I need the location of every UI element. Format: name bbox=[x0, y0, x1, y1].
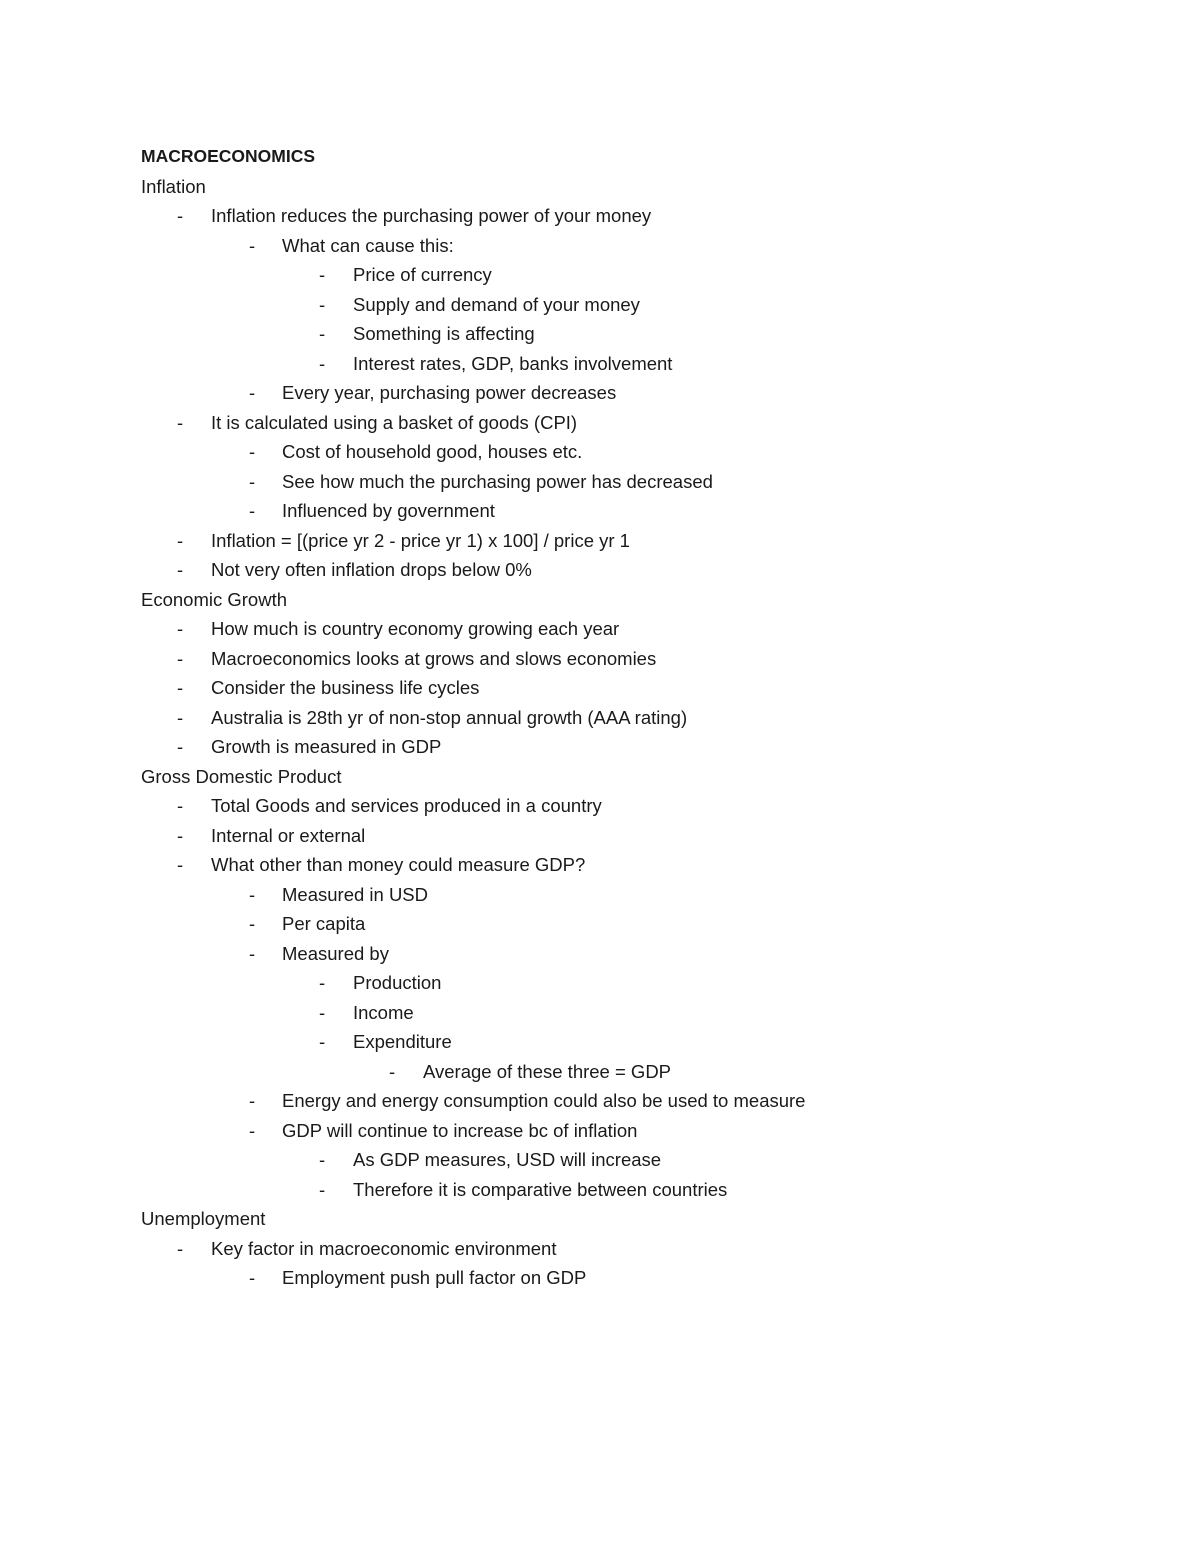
bullet-dash-icon: - bbox=[249, 1090, 256, 1111]
bullet-dash-icon: - bbox=[177, 559, 184, 580]
bullet-item-level-3 bbox=[141, 968, 1141, 998]
bullet-dash-icon: - bbox=[177, 854, 184, 875]
bullet-text: Measured in USD bbox=[282, 883, 429, 905]
bullet-dash-icon: - bbox=[319, 1149, 326, 1170]
bullet-dash-icon: - bbox=[319, 1031, 326, 1052]
bullet-dash-icon: - bbox=[177, 205, 184, 226]
bullet-dash-icon: - bbox=[319, 323, 326, 344]
bullet-item-level-3 bbox=[141, 1145, 1141, 1175]
bullet-item-level-3 bbox=[141, 1175, 1141, 1205]
bullet-dash-icon: - bbox=[319, 264, 326, 285]
bullet-item-level-1 bbox=[141, 821, 1141, 851]
bullet-dash-icon: - bbox=[249, 234, 256, 256]
bullet-item-level-1 bbox=[141, 703, 1141, 733]
bullet-dash-icon: - bbox=[177, 529, 184, 551]
section-heading: Gross Domestic Product bbox=[141, 765, 342, 787]
bullet-text: Measured by bbox=[282, 942, 389, 964]
bullet-dash-icon: - bbox=[177, 618, 184, 639]
document-body bbox=[141, 142, 1141, 1293]
bullet-dash-icon: - bbox=[319, 352, 326, 374]
bullet-item-level-2 bbox=[141, 467, 1141, 497]
bullet-text: As GDP measures, USD will increase bbox=[353, 1149, 662, 1170]
bullet-dash-icon: - bbox=[177, 795, 184, 816]
bullet-item-level-1 bbox=[141, 644, 1141, 674]
bullet-item-level-3 bbox=[141, 260, 1141, 290]
bullet-text: Energy and energy consumption could also be used to measure bbox=[282, 1090, 806, 1111]
bullet-item-level-2 bbox=[141, 1116, 1141, 1146]
bullet-dash-icon: - bbox=[319, 972, 326, 993]
bullet-text: Australia is 28th yr of non-stop annual growth (AAA rating) bbox=[211, 706, 688, 728]
bullet-text: Inflation reduces the purchasing power of your money bbox=[211, 205, 652, 226]
bullet-dash-icon: - bbox=[319, 1001, 326, 1023]
bullet-item-level-2 bbox=[141, 496, 1141, 526]
document-title: MACROECONOMICS bbox=[141, 146, 316, 166]
bullet-text: Every year, purchasing power decreases bbox=[282, 382, 617, 403]
bullet-text: Expenditure bbox=[353, 1031, 452, 1052]
bullet-dash-icon: - bbox=[177, 1237, 184, 1259]
bullet-dash-icon: - bbox=[249, 441, 256, 462]
bullet-text: Key factor in macroeconomic environment bbox=[211, 1237, 557, 1259]
bullet-dash-icon: - bbox=[177, 706, 184, 728]
bullet-item-level-2 bbox=[141, 909, 1141, 939]
bullet-dash-icon: - bbox=[319, 1178, 326, 1200]
bullet-dash-icon: - bbox=[177, 677, 184, 698]
bullet-item-level-2 bbox=[141, 1263, 1141, 1293]
bullet-text: Therefore it is comparative between countries bbox=[353, 1178, 728, 1200]
bullet-dash-icon: - bbox=[249, 470, 256, 492]
bullet-item-level-1 bbox=[141, 1234, 1141, 1264]
bullet-item-level-3 bbox=[141, 290, 1141, 320]
section-heading: Inflation bbox=[141, 175, 206, 197]
bullet-text: Something is affecting bbox=[353, 323, 535, 344]
bullet-dash-icon: - bbox=[249, 883, 256, 905]
bullet-item-level-1 bbox=[141, 201, 1141, 231]
bullet-dash-icon: - bbox=[249, 382, 256, 403]
bullet-dash-icon: - bbox=[177, 411, 184, 433]
bullet-dash-icon: - bbox=[177, 647, 184, 669]
bullet-item-level-2 bbox=[141, 437, 1141, 467]
bullet-text: Average of these three = GDP bbox=[423, 1060, 672, 1082]
bullet-dash-icon: - bbox=[249, 1267, 256, 1288]
bullet-text: See how much the purchasing power has decreased bbox=[282, 470, 713, 492]
bullet-item-level-2 bbox=[141, 880, 1141, 910]
bullet-text: Internal or external bbox=[211, 824, 366, 846]
bullet-dash-icon: - bbox=[249, 942, 256, 964]
bullet-item-level-1 bbox=[141, 732, 1141, 762]
bullet-item-level-3 bbox=[141, 319, 1141, 349]
bullet-text: Supply and demand of your money bbox=[353, 293, 640, 315]
bullet-text: Production bbox=[353, 972, 442, 993]
bullet-text: Price of currency bbox=[353, 264, 492, 285]
bullet-item-level-1 bbox=[141, 555, 1141, 585]
bullet-dash-icon: - bbox=[177, 736, 184, 757]
bullet-dash-icon: - bbox=[389, 1060, 396, 1082]
bullet-text: How much is country economy growing each year bbox=[211, 618, 620, 639]
bullet-item-level-1 bbox=[141, 791, 1141, 821]
bullet-dash-icon: - bbox=[249, 913, 256, 934]
bullet-text: What other than money could measure GDP? bbox=[211, 854, 586, 875]
bullet-dash-icon: - bbox=[249, 1119, 256, 1141]
bullet-item-level-1 bbox=[141, 850, 1141, 880]
bullet-item-level-1 bbox=[141, 673, 1141, 703]
bullet-item-level-2 bbox=[141, 378, 1141, 408]
bullet-text: Inflation = [(price yr 2 - price yr 1) x 100] / price yr 1 bbox=[211, 529, 630, 551]
section-heading: Unemployment bbox=[141, 1208, 266, 1229]
bullet-item-level-4 bbox=[141, 1057, 1141, 1087]
bullet-item-level-3 bbox=[141, 1027, 1141, 1057]
bullet-text: Consider the business life cycles bbox=[211, 677, 480, 698]
bullet-text: Influenced by government bbox=[282, 500, 495, 521]
bullet-item-level-2 bbox=[141, 939, 1141, 969]
bullet-dash-icon: - bbox=[177, 824, 184, 846]
bullet-item-level-3 bbox=[141, 349, 1141, 379]
bullet-item-level-3 bbox=[141, 998, 1141, 1028]
section-heading: Economic Growth bbox=[141, 588, 287, 610]
bullet-text: Total Goods and services produced in a country bbox=[211, 795, 602, 816]
bullet-text: Employment push pull factor on GDP bbox=[282, 1267, 587, 1288]
bullet-text: Macroeconomics looks at grows and slows economies bbox=[211, 647, 657, 669]
bullet-item-level-1 bbox=[141, 614, 1141, 644]
bullet-text: Per capita bbox=[282, 913, 366, 934]
bullet-text: GDP will continue to increase bc of inflation bbox=[282, 1119, 638, 1141]
bullet-text: What can cause this: bbox=[282, 234, 454, 256]
bullet-item-level-1 bbox=[141, 526, 1141, 556]
bullet-text: Growth is measured in GDP bbox=[211, 736, 442, 757]
bullet-text: Interest rates, GDP, banks involvement bbox=[353, 352, 673, 374]
bullet-dash-icon: - bbox=[249, 500, 256, 521]
bullet-text: Income bbox=[353, 1001, 414, 1023]
bullet-text: It is calculated using a basket of goods (CPI) bbox=[211, 411, 578, 433]
bullet-item-level-2 bbox=[141, 231, 1141, 261]
bullet-item-level-1 bbox=[141, 408, 1141, 438]
bullet-dash-icon: - bbox=[319, 293, 326, 315]
bullet-text: Not very often inflation drops below 0% bbox=[211, 559, 532, 580]
bullet-text: Cost of household good, houses etc. bbox=[282, 441, 583, 462]
bullet-item-level-2 bbox=[141, 1086, 1141, 1116]
